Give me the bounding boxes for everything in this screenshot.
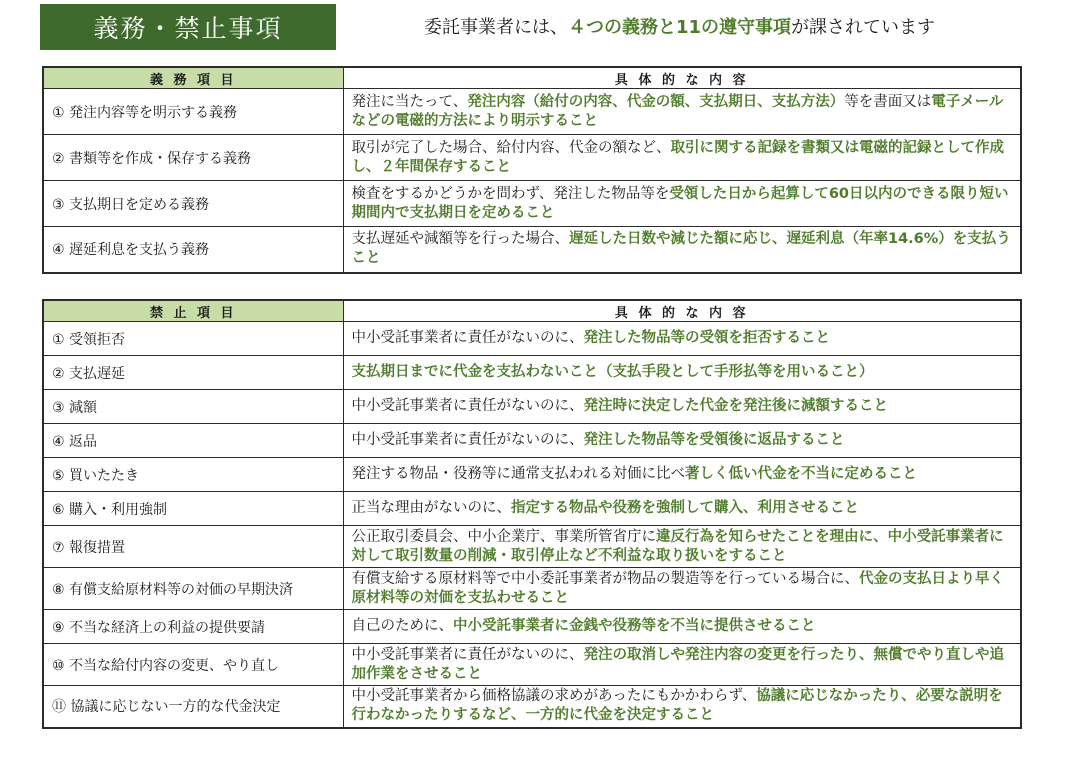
prohibition-description [343, 686, 1021, 728]
prohibition-row [43, 644, 1021, 686]
obligations-table [42, 66, 1022, 274]
prohibition-row [43, 356, 1021, 390]
highlight-text: 代金の支払日より早く原材料等の対価を支払わせること [351, 570, 1004, 606]
prohibition-item: ⑩ 不当な給付内容の変更、やり直し [43, 644, 343, 686]
prohibition-item: ② 支払遅延 [43, 356, 343, 390]
prohibition-item: ① 受領拒否 [43, 322, 343, 356]
obligation-row [43, 227, 1021, 273]
plain-text: 正当な理由がないのに、 [351, 500, 511, 516]
plain-text: 有償支給する原材料等で中小委託事業者が物品の製造等を行っている場合に、 [351, 570, 859, 587]
plain-text: 中小受託事業者に責任がないのに、 [351, 330, 584, 346]
highlight-text: 発注内容（給付の内容、代金の額、支払期日、支払方法） [467, 93, 845, 110]
prohibition-row [43, 390, 1021, 424]
plain-text: 発注に当たって、 [351, 93, 468, 110]
prohibitions-col-desc: 具 体 的 な 内 容 [343, 300, 1021, 322]
highlight-text: 指定する物品や役務を強制して購入、利用させること [511, 500, 859, 516]
page-title-text: 義務・禁止事項 [93, 14, 283, 43]
prohibition-item: ⑥ 購入・利用強制 [43, 492, 343, 526]
prohibition-description [343, 390, 1021, 424]
prohibitions-body [43, 322, 1021, 728]
highlight-text: 違反行為を知らせたことを理由に、中小受託事業者に対して取引数量の削減・取引停止など不利益な取り扱いをすること [351, 528, 1004, 564]
obligation-row [43, 89, 1021, 135]
prohibition-row [43, 568, 1021, 610]
prohibition-item: ⑨ 不当な経済上の利益の提供要請 [43, 610, 343, 644]
prohibitions-table [42, 299, 1022, 729]
obligation-description [343, 135, 1021, 181]
subtitle-post: が課されています [791, 17, 936, 38]
plain-text: 自己のために、 [351, 618, 453, 634]
highlight-text: 発注の取消しや発注内容の変更を行ったり、無償でやり直しや追加作業をさせること [351, 646, 1004, 682]
subtitle-pre: 委託事業者には、 [424, 17, 568, 38]
prohibition-row [43, 322, 1021, 356]
obligation-item: ② 書類等を作成・保存する義務 [43, 135, 343, 181]
highlight-text: 電子メールなどの電磁的方法により明示すること [351, 93, 1004, 129]
obligations-body [43, 89, 1021, 273]
prohibition-description [343, 322, 1021, 356]
obligation-item: ① 発注内容等を明示する義務 [43, 89, 343, 135]
plain-text: 中小受託事業者から価格協議の求めがあったにもかかわらず、 [351, 688, 757, 705]
obligation-description [343, 181, 1021, 227]
plain-text: 公正取引委員会、中小企業庁、事業所管省庁に [351, 528, 656, 545]
plain-text: 検査をするかどうかを問わず、発注した物品等を [351, 185, 670, 202]
prohibition-description [343, 644, 1021, 686]
prohibition-description [343, 610, 1021, 644]
obligation-item: ④ 遅延利息を支払う義務 [43, 227, 343, 273]
page-subtitle [424, 13, 935, 39]
prohibition-description [343, 458, 1021, 492]
obligation-description [343, 227, 1021, 273]
highlight-text: 発注時に決定した代金を発注後に減額すること [583, 398, 888, 414]
prohibition-item: ⑪ 協議に応じない一方的な代金決定 [43, 686, 343, 728]
prohibition-row [43, 492, 1021, 526]
prohibition-item: ⑤ 買いたたき [43, 458, 343, 492]
prohibition-row [43, 458, 1021, 492]
obligation-description [343, 89, 1021, 135]
prohibition-item: ④ 返品 [43, 424, 343, 458]
prohibition-row [43, 610, 1021, 644]
plain-text: 発注する物品・役務等に通常支払われる対価に比べ [351, 466, 685, 482]
prohibition-row [43, 686, 1021, 728]
plain-text: 中小受託事業者に責任がないのに、 [351, 398, 584, 414]
highlight-text: 協議に応じなかったり、必要な説明を行わなかったりするなど、一方的に代金を決定すること [351, 688, 1003, 724]
obligations-col-item: 義 務 項 目 [43, 67, 343, 89]
prohibition-item: ③ 減額 [43, 390, 343, 424]
prohibition-item: ⑧ 有償支給原材料等の対価の早期決済 [43, 568, 343, 610]
obligation-item: ③ 支払期日を定める義務 [43, 181, 343, 227]
obligations-col-desc: 具 体 的 な 内 容 [343, 67, 1021, 89]
highlight-text: 取引に関する記録を書類又は電磁的記録として作成し、２年間保存すること [351, 139, 1004, 175]
plain-text: 等を書面又は [844, 93, 932, 110]
highlight-text: 著しく低い代金を不当に定めること [685, 466, 917, 482]
prohibition-description [343, 526, 1021, 568]
highlight-text: 遅延した日数や減じた額に応じ、遅延利息（年率14.6%）を支払うこと [351, 231, 1011, 267]
subtitle-highlight: ４つの義務と11の遵守事項 [568, 17, 792, 38]
plain-text: 支払遅延や減額等を行った場合、 [351, 231, 569, 248]
prohibition-item: ⑦ 報復措置 [43, 526, 343, 568]
highlight-text: 支払期日までに代金を支払わないこと（支払手段として手形払等を用いること） [351, 364, 874, 380]
prohibition-description [343, 568, 1021, 610]
highlight-text: 中小受託事業者に金銭や役務等を不当に提供させること [453, 618, 816, 634]
prohibition-row [43, 424, 1021, 458]
prohibition-description [343, 356, 1021, 390]
plain-text: 取引が完了した場合、給付内容、代金の額など、 [351, 139, 671, 156]
plain-text: 中小受託事業者に責任がないのに、 [351, 432, 584, 448]
highlight-text: 発注した物品等の受領を拒否すること [583, 330, 830, 346]
obligation-row [43, 135, 1021, 181]
obligations-header-row [43, 67, 1021, 89]
prohibition-row [43, 526, 1021, 568]
prohibitions-header-row [43, 300, 1021, 322]
highlight-text: 受領した日から起算して60日以内のできる限り短い期間内で支払期日を定めること [351, 185, 1009, 221]
prohibitions-col-item: 禁 止 項 目 [43, 300, 343, 322]
prohibition-description [343, 492, 1021, 526]
obligation-row [43, 181, 1021, 227]
page-title [40, 4, 336, 50]
plain-text: 中小受託事業者に責任がないのに、 [351, 646, 584, 663]
prohibition-description [343, 424, 1021, 458]
highlight-text: 発注した物品等を受領後に返品すること [583, 432, 845, 448]
